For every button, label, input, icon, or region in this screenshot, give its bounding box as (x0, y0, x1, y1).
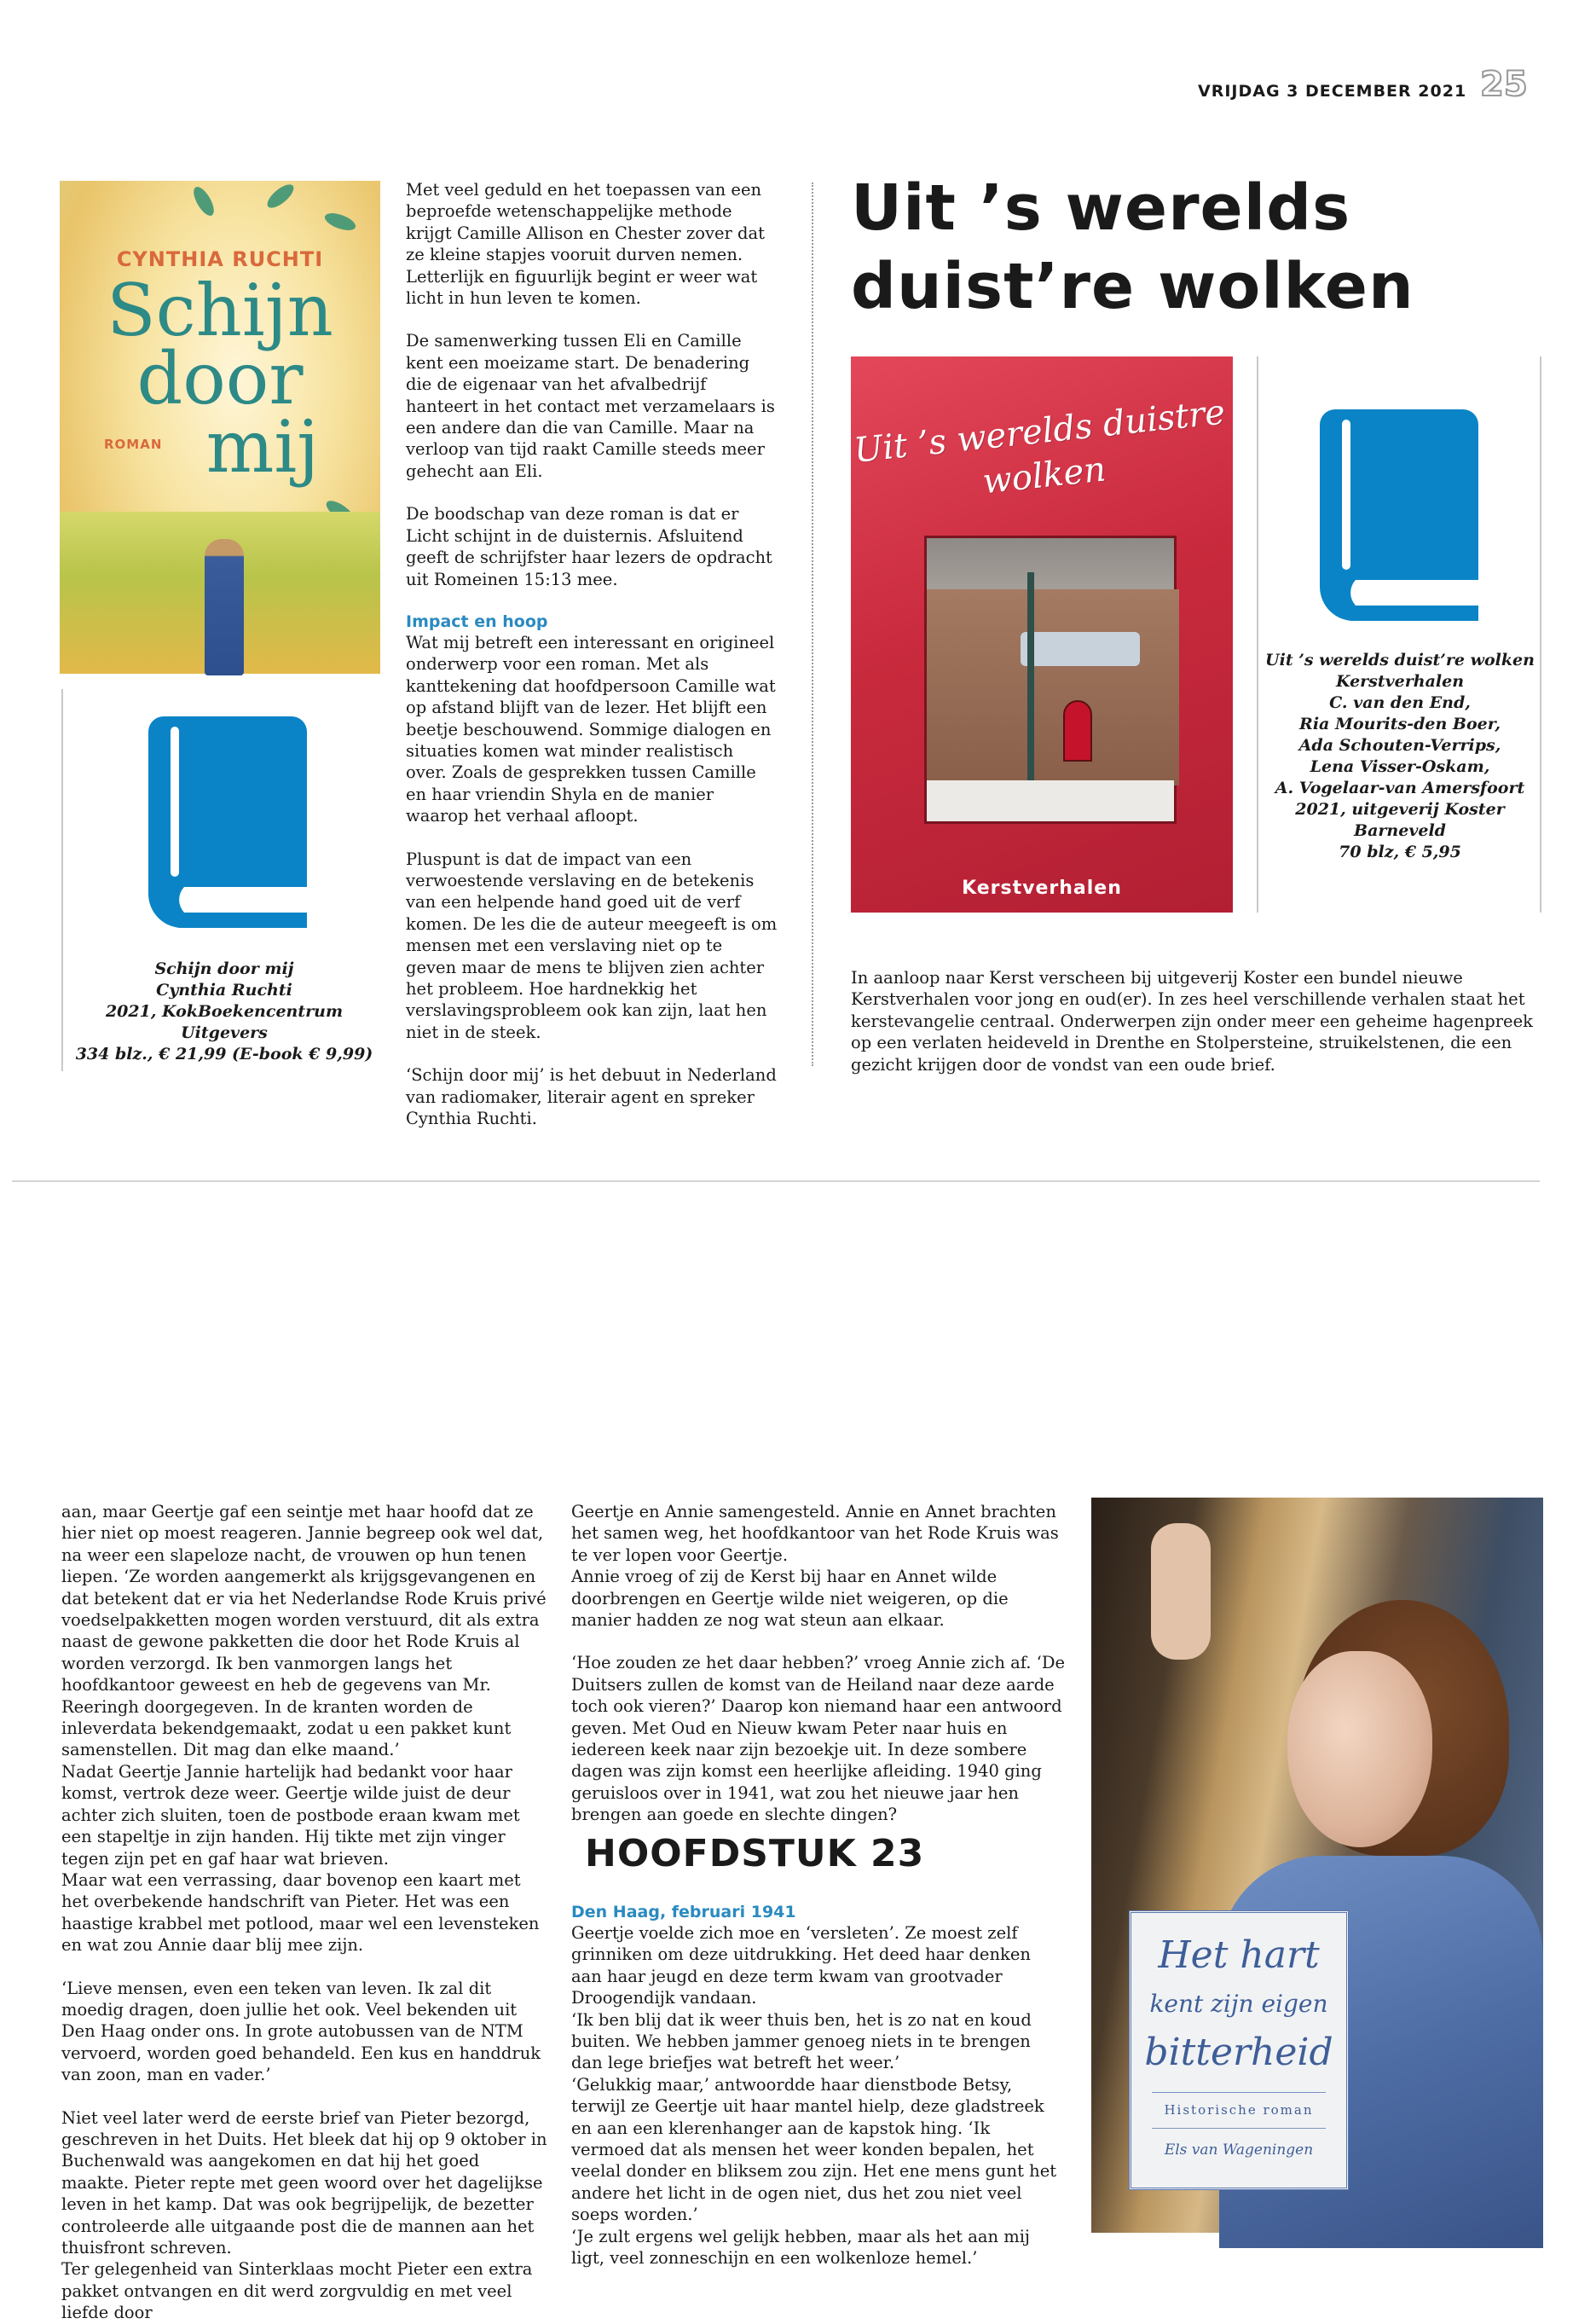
cover-title-line: kent zijn eigen (1149, 1990, 1328, 2018)
paragraph: Met veel geduld en het toepassen van een beproefde wetenschappelijke methode krijgt Camille Allison en Chester zover dat ze kleine stapjes vooruit durven nemen. Letterlijk en figuurlijk begint er weer wat licht in hun leven te komen. (406, 180, 765, 309)
book-details-caption (1265, 650, 1535, 863)
paragraph: Maar wat een verrassing, daar bovenop een kaart met het overbekende handschrift van Pieter. Het was een haastige krabbel met potlood, maar wel een levensteken en wat zou Annie daar blij mee zijn. (61, 1869, 540, 1956)
book-icon (1316, 409, 1480, 623)
page-number: 25 (1480, 65, 1528, 104)
book-cover-schijn-door-mij (60, 181, 380, 674)
church-wall (927, 589, 1179, 785)
section-divider (12, 1180, 1540, 1182)
leaf-decoration (190, 184, 218, 219)
serial-column-2b (571, 1902, 1066, 2269)
paragraph: De samenwerking tussen Eli en Camille kent een moeizame start. De benadering die de eigenaar van het afvalbedrijf hanteert in het contact met verzamelaars is een andere dan die van Camille. Maar na verloop van tijd raakt Camille steeds meer gehecht aan Eli. (406, 331, 775, 481)
cover-title-line: door (136, 337, 304, 420)
cover-title-line: Schijn (107, 269, 333, 352)
article-headline: Uit ’s werelds duist’re wolken (851, 171, 1414, 323)
column-rule (1257, 356, 1258, 913)
paragraph: ‘Ik ben blij dat ik weer thuis ben, het is zo nat en koud buiten. We hebben jammer genoeg niets in te brengen dan lege briefjes wat betreft het weer.’ (571, 2009, 1032, 2073)
chapter-heading: HOOFDSTUK 23 (585, 1832, 925, 1875)
church-roof (1021, 632, 1140, 666)
cover-subtitle: Kerstverhalen (962, 878, 1122, 899)
cover-title-line: mij (205, 405, 320, 489)
cover-genre: Historische roman (1164, 2102, 1314, 2118)
cover-hand (1151, 1523, 1211, 1660)
street-lamp (1027, 572, 1034, 794)
cover-author: Els van Wageningen (1164, 2141, 1314, 2159)
snow-ground (927, 780, 1174, 821)
caption-line: Cynthia Ruchti (156, 981, 292, 1000)
cover-title: Uit ’s werelds duistre wolken (852, 392, 1228, 502)
caption-line: A. Vogelaar-van Amersfoort (1275, 779, 1525, 797)
paragraph: ‘Je zult ergens wel gelijk hebben, maar als het aan mij ligt, veel zonneschijn en een wolkenloze hemel.’ (571, 2226, 1030, 2269)
book-cover-uit-s-werelds (851, 356, 1233, 913)
caption-line: Lena Visser-Oskam, (1310, 757, 1490, 776)
caption-line: 70 blz, € 5,95 (1339, 843, 1461, 861)
column-rule (61, 689, 63, 1071)
leaf-decoration (263, 181, 297, 212)
paragraph: ‘Gelukkig maar,’ antwoordde haar dienstbode Betsy, terwijl ze Geertje uit haar mantel hielp, deze gladstreek en aan een klerenhanger aan de kapstok hing. ‘Ik vermoed dat als mensen het weer konden bepalen, het veelal donder en bliksem zou zijn. Het ene mens gunt het andere het licht in de ogen niet, dus het zou niet veel soeps worden.’ (571, 2074, 1057, 2225)
divider-line (1152, 2092, 1326, 2093)
caption-line: 334 blz., € 21,99 (E-book € 9,99) (75, 1045, 373, 1063)
cover-author: CYNTHIA RUCHTI (116, 247, 324, 271)
issue-date: VRIJDAG 3 DECEMBER 2021 (1198, 82, 1467, 101)
book-icon (145, 716, 309, 930)
paragraph: ‘Lieve mensen, even een teken van leven. Ik zal dit moedig dragen, doen jullie het ook. Veel bekenden uit Den Haag onder ons. In grote autobussen van de NTM vervoerd, worden goed behandeld. Een kus en handdruk van zoon, man en vader.’ (61, 1978, 541, 2085)
caption-line: Ria Mourits-den Boer, (1299, 715, 1501, 733)
dateline: Den Haag, februari 1941 (571, 1903, 796, 1921)
paragraph: ‘Schijn door mij’ is het debuut in Nederland van radiomaker, literair agent en spreker Cynthia Ruchti. (406, 1065, 777, 1129)
subheading: Impact en hoop (406, 611, 548, 631)
column-rule (1540, 356, 1541, 913)
paragraph: In aanloop naar Kerst verscheen bij uitgeverij Koster een bundel nieuwe Kerstverhalen voor jong en oud(er). In zes heel verschillende verhalen staat het kerstevangelie centraal. Onderwerpen zijn onder meer een geheime hagenpreek op een verlaten heideveld in Drenthe en Stolpersteine, struikelstenen, die een gezicht krijgen door de vondst van een oude brief. (851, 968, 1533, 1075)
serial-column-1 (61, 1501, 551, 2324)
caption-line: Kerstverhalen (1335, 672, 1465, 691)
paragraph: Niet veel later werd de eerste brief van Pieter bezorgd, geschreven in het Duits. Het bleek dat hij op 9 oktober in Buchenwald was aangekomen en dat hij het goed maakte. Pieter repte met geen woord over het dagelijkse leven in het kamp. Dat was ook begrijpelijk, de bezetter controleerde alle uitgaande post die de mannen aan het thuisfront schreven. (61, 2107, 547, 2257)
book-cover-het-hart (1091, 1498, 1543, 2233)
review1-body (406, 179, 778, 1129)
cover-genre: ROMAN (104, 437, 163, 452)
caption-line: C. van den End, (1329, 693, 1471, 712)
paragraph: Pluspunt is dat de impact van een verwoestende verslaving en de betekenis van een helpende hand goed uit de verf komen. De les die de auteur meegeeft is om mensen met een verslaving niet op te geven maar de mens te blijven zien achter het probleem. Hoe hardnekkig het verslavingsprobleem ook kan zijn, laat hen niet in de steek. (406, 849, 778, 1042)
cover-title-panel (1129, 1910, 1349, 2190)
paragraph: Nadat Geertje Jannie hartelijk had bedankt voor haar komst, vertrok deze weer. Geertje wilde juist de deur achter zich sluiten, toen de postbode eraan kwam met een stapeltje in zijn handen. Hij tikte met zijn vinger tegen zijn pet en gaf haar wat brieven. (61, 1761, 520, 1869)
cover-title-line: bitterheid (1144, 2031, 1333, 2074)
caption-line: Schijn door mij (154, 959, 294, 978)
caption-line: 2021, uitgeverij Koster (1295, 800, 1505, 819)
paragraph: ‘Hoe zouden ze het daar hebben?’ vroeg Annie zich af. ‘De Duitsers zullen de komst van de Heiland naar deze aarde toch ook vieren?’ Daarop kon niemand haar een antwoord geven. Met Oud en Nieuw kwam Peter naar huis en iedereen keek naar zijn bezoekje uit. In deze sombere dagen was zijn komst een heerlijke afleiding. 1940 ging geruisloos over in 1941, wat zou het nieuwe jaar hen brengen aan goede en slechte dingen? (571, 1653, 1066, 1825)
paragraph: Annie vroeg of zij de Kerst bij haar en Annet wilde doorbrengen en Geertje wilde niet weigeren, op die manier hadden ze nog wat steun aan elkaar. (571, 1567, 1009, 1631)
caption-line: Barneveld (1354, 821, 1446, 840)
paragraph: Ter gelegenheid van Sinterklaas mocht Pieter een extra pakket ontvangen en dit werd zorgvuldig en met veel liefde door (61, 2259, 533, 2323)
caption-line: 2021, KokBoekencentrum Uitgevers (105, 1002, 344, 1042)
red-door (1063, 700, 1092, 762)
paragraph: De boodschap van deze roman is dat er Licht schijnt in de duisternis. Afsluitend geeft de schrijfster haar lezers de opdracht uit Romeinen 15:13 mee. (406, 504, 772, 589)
paragraph: aan, maar Geertje gaf een seintje met haar hoofd dat ze hier niet op moest reageren. Jannie begreep ook wel dat, na weer een slapeloze nacht, de vrouwen op hun tenen liepen. ‘Ze worden aangemerkt als krijgsgevangenen en dat betekent dat er via het Nederlandse Rode Kruis privé voedselpakketten mogen worden verstuurd, dit als extra naast de gewone pakketten die door het Rode Kruis al worden verzorgd. Ik ben vanmorgen langs het hoofdkantoor geweest en heb de gegevens van Mr. Reeringh doorgegeven. In de kranten worden de inleverdata bekendgemaakt, zodat u een pakket kunt samenstellen. Dit mag dan elke maand.’ (61, 1502, 547, 1760)
cover-face (1287, 1651, 1432, 1847)
serial-column-2a (571, 1501, 1066, 1826)
paragraph: Geertje voelde zich moe en ‘versleten’. Ze moest zelf grinniken om deze uitdrukking. Het deed haar denken aan haar jeugd en deze term kwam van grootvader Droogendijk vandaan. (571, 1923, 1031, 2008)
leaf-decoration (322, 210, 357, 234)
column-divider (812, 183, 813, 1066)
paragraph: Geertje en Annie samengesteld. Annie en Annet brachten het samen weg, het hoofdkantoor van het Rode Kruis was te ver lopen voor Geertje. (571, 1502, 1059, 1565)
book-details-caption (68, 959, 380, 1065)
review2-body (851, 967, 1543, 1075)
divider-line (1152, 2128, 1326, 2129)
cover-photo (924, 536, 1177, 824)
cover-figure (205, 539, 244, 675)
caption-line: Ada Schouten-Verrips, (1298, 736, 1501, 755)
paragraph: Wat mij betreft een interessant en origineel onderwerp voor een roman. Met als kanttekening dat hoofdpersoon Camille wat op afstand blijft van de lezer. Het blijft een beetje beschouwend. Sommige dialogen en situaties komen wat minder realistisch over. Zoals de gesprekken tussen Camille en haar vriendin Shyla en de manier waarop het verhaal afloopt. (406, 632, 776, 826)
caption-line: Uit ’s werelds duist’re wolken (1265, 651, 1535, 669)
cover-title-line: Het hart (1158, 1933, 1320, 1977)
